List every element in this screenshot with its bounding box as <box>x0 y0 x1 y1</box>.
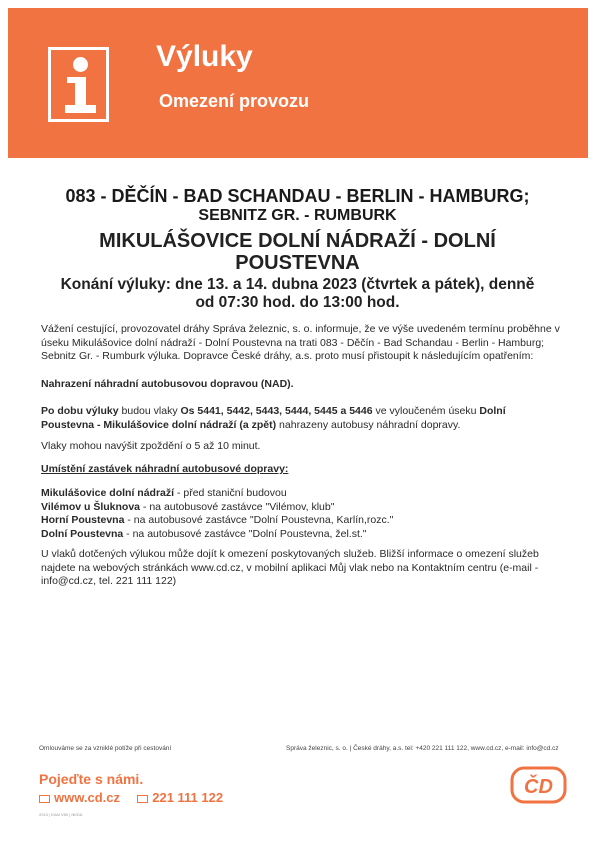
web-icon <box>39 795 50 803</box>
intro-paragraph: Vážení cestující, provozovatel dráhy Správa železnic, s. o. informuje, že ve výše uvedeném termínu proběhne v úseku Mikulášovice dolní nádraží - Dolní Poustevna na trati 083 - Děčín - Bad Schandau - Berlin - Hamburg; Sebnitz Gr. - Rumburk výluka. Dopravce České dráhy, a.s. proto musí přistoupit k následujícím opatřením: <box>41 323 560 362</box>
trains-bold-2: Os 5441, 5442, 5443, 5444, 5445 a 5446 <box>180 405 373 417</box>
stop-desc: - na autobusové zastávce "Vilémov, klub" <box>140 500 335 513</box>
header-banner <box>8 8 588 158</box>
stop-name: Vilémov u Šluknova <box>41 500 141 513</box>
banner-title: Výluky <box>156 40 253 73</box>
trains-bold-3: Dolní Poustevna - Mikulášovice dolní nádraží (a zpět) <box>41 405 506 431</box>
dates-line-1: Konání výluky: dne 13. a 14. dubna 2023 (čtvrtek a pátek), denně <box>60 276 535 293</box>
phone-icon <box>137 795 148 803</box>
route-line-1: 083 - DĚČÍN - BAD SCHANDAU - BERLIN - HAMBURG; <box>65 186 530 206</box>
section-line-1: MIKULÁŠOVICE DOLNÍ NÁDRAŽÍ - DOLNÍ <box>99 230 496 252</box>
stop-name: Mikulášovice dolní nádraží <box>41 487 175 499</box>
dates-line-2: od 07:30 hod. do 13:00 hod. <box>195 294 400 311</box>
trains-text-2: ve vyloučeném úseku <box>372 405 480 417</box>
stop-desc: - na autobusové zastávce "Dolní Poustevna, Karlín,rozc." <box>124 514 394 526</box>
list-item <box>41 501 561 515</box>
closing-paragraph: U vlaků dotčených výlukou může dojít k omezení poskytovaných služeb. Bližší informace o omezení služeb najdete na webových stránkách www.cd.cz, v mobilní aplikaci Můj vlak nebo na Kontaktním centru (e-mail - info@cd.cz, tel. 221 111 122) <box>41 548 539 587</box>
phone-number[interactable]: 221 111 122 <box>152 790 224 805</box>
info-icon <box>48 47 109 122</box>
trains-paragraph <box>41 405 561 432</box>
stops-heading: Umístění zastávek náhradní autobusové dopravy: <box>41 463 289 475</box>
apology-text: Omlouváme se za vzniklé potíže při cestování <box>39 745 172 752</box>
banner-subtitle: Omezení provozu <box>159 91 310 111</box>
list-item <box>41 514 561 528</box>
fine-print: 2013 | KAM VMI | NKDA <box>39 812 83 817</box>
website-link[interactable]: www.cd.cz <box>54 790 120 805</box>
stops-list <box>41 487 561 541</box>
list-item <box>41 487 561 501</box>
slogan: Pojeďte s námi. <box>39 771 144 787</box>
footer-contact-line <box>39 790 223 805</box>
list-item <box>41 528 561 542</box>
stop-name: Dolní Poustevna <box>41 527 124 540</box>
closure-dates <box>0 276 595 312</box>
route-line-2: SEBNITZ GR. - RUMBURK <box>198 207 397 224</box>
section-line-2: POUSTEVNA <box>235 252 360 274</box>
cd-logo-icon <box>510 766 567 804</box>
affected-section <box>0 230 595 274</box>
trains-bold-1: Po dobu výluky <box>41 405 119 417</box>
stop-desc: - na autobusové zastávce "Dolní Poustevna, žel.st." <box>123 527 367 540</box>
trains-text-3: nahrazeny autobusy náhradní dopravy. <box>276 418 461 431</box>
footer-contacts: Správa železnic, s. o. | České dráhy, a.s. tel: +420 221 111 122, www.cd.cz, e-mail: info@cd.cz <box>286 745 559 752</box>
delay-notice: Vlaky mohou navýšit zpoždění o 5 až 10 minut. <box>41 440 261 452</box>
stop-name: Horní Poustevna <box>41 514 125 526</box>
stop-desc: - před staniční budovou <box>174 487 287 499</box>
trains-text-1: budou vlaky <box>118 405 181 417</box>
svg-text:ČD: ČD <box>524 776 553 798</box>
nad-notice: Nahrazení náhradní autobusovou dopravou (NAD). <box>41 378 294 390</box>
